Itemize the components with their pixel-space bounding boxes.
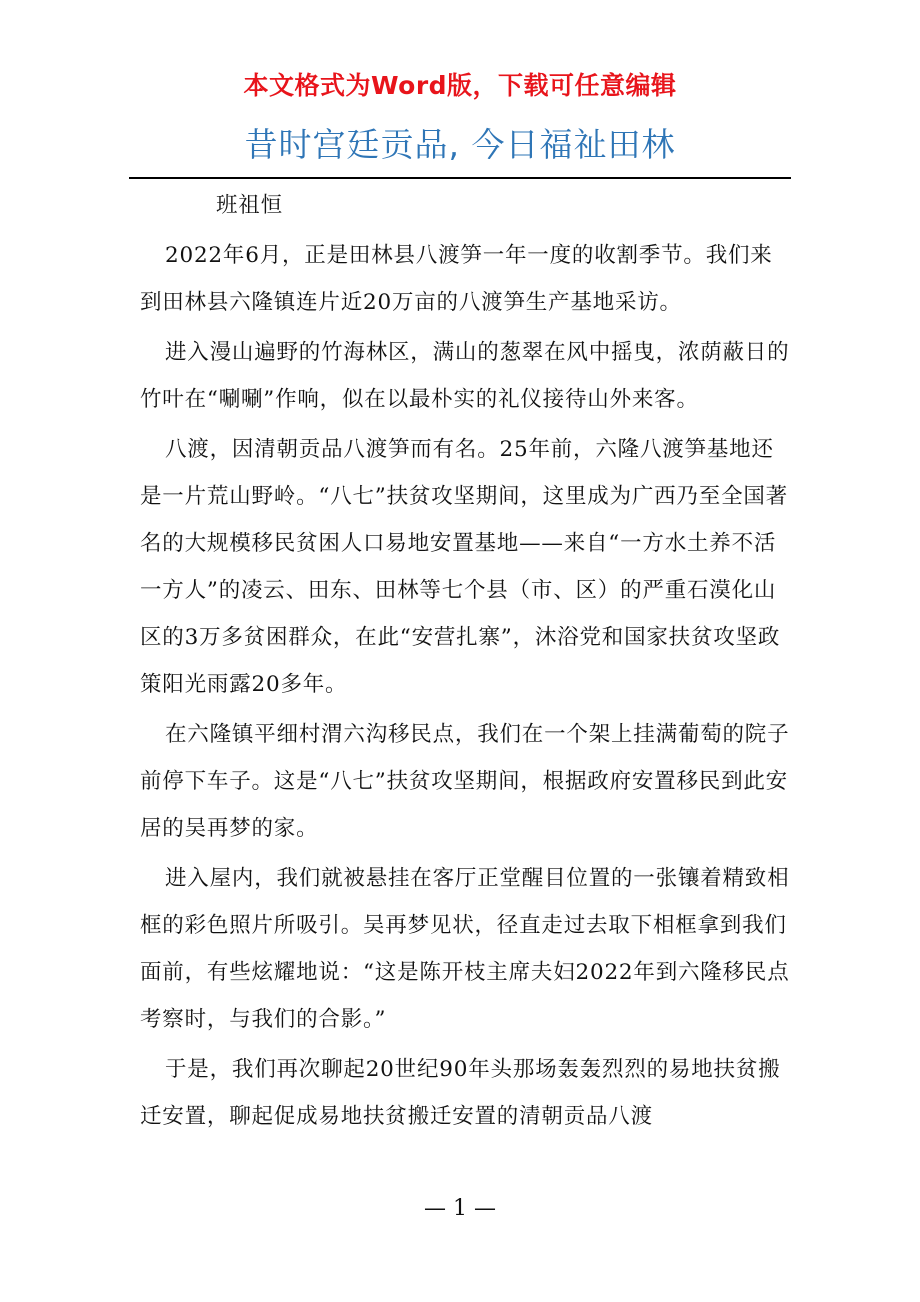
paragraph-6: 于是，我们再次聊起20世纪90年头那场轰轰烈烈的易地扶贫搬迁安置，聊起促成易地扶贫搬迁安置的清朝贡品八渡 — [140, 1057, 781, 1129]
article-body — [140, 182, 790, 1143]
title-divider — [129, 177, 791, 179]
paragraph-3: 八渡，因清朝贡品八渡笋而有名。25年前，六隆八渡笋基地还是一片荒山野岭。“八七”扶贫攻坚期间，这里成为广西乃至全国著名的大规模移民贫困人口易地安置基地——来自“一方水土养不活一方人”的凌云、田东、田林等七个县（市、区）的严重石漠化山区的3万多贫困群众，在此“安营扎寨”，沐浴党和国家扶贫攻坚政策阳光雨露20多年。 — [140, 437, 788, 697]
paragraph-2: 进入漫山遍野的竹海林区，满山的葱翠在风中摇曳，浓荫蔽日的竹叶在“唰唰”作响，似在以最朴实的礼仪接待山外来客。 — [140, 340, 790, 412]
format-notice: 本文格式为Word版，下载可任意编辑 — [243, 71, 677, 100]
author-name: 班祖恒 — [216, 193, 283, 218]
paragraph-5: 进入屋内，我们就被悬挂在客厅正堂醒目位置的一张镶着精致相框的彩色照片所吸引。吴再梦见状，径直走过去取下相框拿到我们面前，有些炫耀地说：“这是陈开枝主席夫妇2022年到六隆移民点考察时，与我们的合影。” — [140, 866, 790, 1032]
page-number: — 1 — — [424, 1196, 496, 1221]
paragraph-4: 在六隆镇平细村渭六沟移民点，我们在一个架上挂满葡萄的院子前停下车子。这是“八七”扶贫攻坚期间，根据政府安置移民到此安居的吴再梦的家。 — [140, 722, 790, 841]
article-title: 昔时宫廷贡品, 今日福祉田林 — [244, 125, 676, 164]
paragraph-1: 2022年6月，正是田林县八渡笋一年一度的收割季节。我们来到田林县六隆镇连片近20万亩的八渡笋生产基地采访。 — [140, 243, 773, 315]
